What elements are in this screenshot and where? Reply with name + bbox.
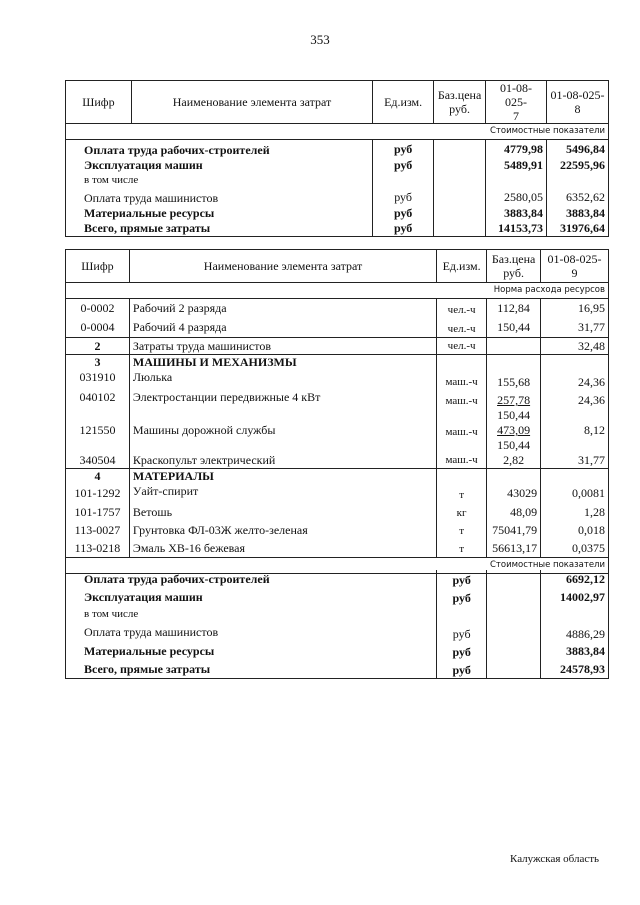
page-number: 353	[310, 32, 330, 47]
header-unit: Ед.изм.	[437, 250, 487, 283]
table-row: Оплата труда рабочих-строителей руб 6692,12	[66, 570, 609, 588]
table-row: 0-0004 Рабочий 4 разряда чел.-ч 150,44 31,77	[66, 318, 609, 338]
table-row: Эксплуатация машин руб 14002,97	[66, 588, 609, 606]
table-row: в том числе	[66, 606, 609, 623]
table-row: 0-0002 Рабочий 2 разряда чел.-ч 112,84 16,95	[66, 299, 609, 319]
table-row: 040102 Электростанции передвижные 4 кВт маш.-ч 257,78 150,44 24,36	[66, 390, 609, 423]
cost-table-2	[65, 249, 609, 574]
table-row: Материальные ресурсы руб 3883,84 3883,84	[66, 206, 609, 221]
table-row: Всего, прямые затраты руб 24578,93	[66, 660, 609, 679]
table-row: в том числе	[66, 173, 609, 188]
header-code: Шифр	[66, 250, 130, 283]
header-code: Шифр	[66, 81, 132, 124]
table-row: Материальные ресурсы руб 3883,84	[66, 642, 609, 660]
table-row: Всего, прямые затраты руб 14153,73 31976,64	[66, 221, 609, 237]
table-row: Эксплуатация машин руб 5489,91 22595,96	[66, 158, 609, 173]
cost-summary-table-2	[65, 570, 609, 679]
table-row: 121550 Машины дорожной службы маш.-ч 473,09 150,44 8,12	[66, 423, 609, 453]
table-row: 340504 Краскопульт электрический маш.-ч 2,82 31,77	[66, 453, 609, 469]
header-name: Наименование элемента затрат	[129, 250, 436, 283]
table-header	[66, 81, 609, 124]
header-unit: Ед.изм.	[373, 81, 434, 124]
header-base-price: Баз.цена руб.	[434, 81, 486, 124]
table-row: 031910 Люлька маш.-ч 155,68 24,36	[66, 370, 609, 390]
header-col-9: 01-08-025- 9	[541, 250, 609, 283]
table-row: Оплата труда машинистов руб 4886,29	[66, 623, 609, 642]
norm-label: Норма расхода ресурсов	[66, 283, 609, 299]
table-row: 4 МАТЕРИАЛЫ	[66, 469, 609, 485]
table-row: Оплата труда рабочих-строителей руб 4779,98 5496,84	[66, 140, 609, 159]
table-row: 3 МАШИНЫ И МЕХАНИЗМЫ	[66, 355, 609, 371]
header-base-price: Баз.цена руб.	[487, 250, 541, 283]
table-row: 113-0027 Грунтовка ФЛ-03Ж желто-зеленая т 75041,79 0,018	[66, 521, 609, 539]
table-row: Оплата труда машинистов руб 2580,05 6352,62	[66, 188, 609, 206]
cost-table-1	[65, 80, 609, 237]
table-header	[66, 250, 609, 283]
section-label: Стоимостные показатели	[66, 124, 609, 140]
header-name: Наименование элемента затрат	[131, 81, 372, 124]
section-label: Стоимостные показатели	[66, 558, 609, 574]
header-col-7: 01-08-025- 7	[486, 81, 547, 124]
norm-label-row	[66, 283, 609, 299]
table-row: 2 Затраты труда машинистов чел.-ч 32,48	[66, 338, 609, 355]
table-row: 101-1292 Уайт-спирит т 43029 0,0081	[66, 484, 609, 503]
table-row: 101-1757 Ветошь кг 48,09 1,28	[66, 503, 609, 521]
footer-region: Калужская область	[510, 853, 600, 865]
section-label-row	[66, 124, 609, 140]
header-col-8: 01-08-025- 8	[547, 81, 609, 124]
table-row: 113-0218 Эмаль ХВ-16 бежевая т 56613,17 0,0375	[66, 539, 609, 558]
